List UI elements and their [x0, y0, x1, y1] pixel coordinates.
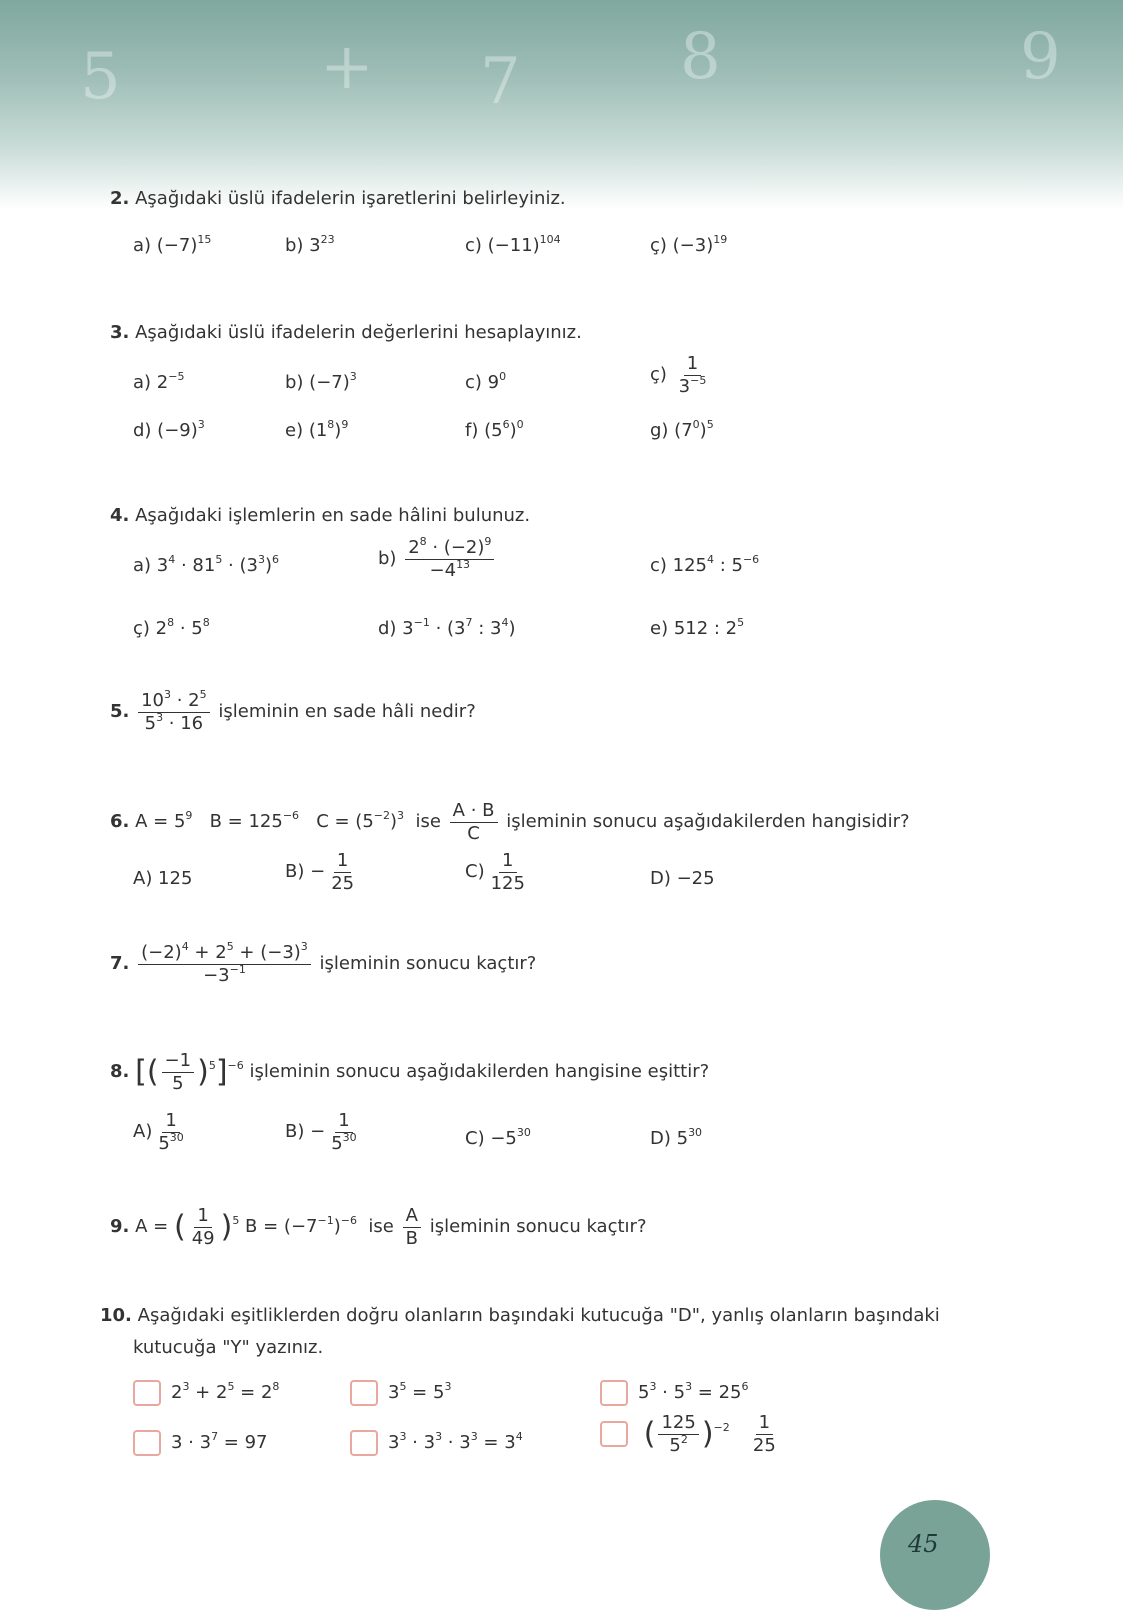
q4-item-d: d) $3^{-1} \cdot (3^7$ : $3^4$)	[378, 616, 516, 639]
decor-symbol: +	[320, 30, 374, 104]
answer-checkbox[interactable]	[350, 1380, 378, 1406]
q2-item-c: c) $(-11)^{104}$	[465, 233, 561, 256]
q10-item-3: $5^3 \cdot 5^3 = 25^6$	[600, 1380, 749, 1406]
question-9: 9. A = ( $\frac{1}{49}$ )$^5$ $B = (-7^{-1})^{-6}$ ise $\frac{A}{B}$ işleminin sonucu kaçtır?	[110, 1205, 647, 1249]
q6-option-c: C) $\frac{1}{125}$	[465, 850, 525, 894]
page-number: 45	[908, 1530, 939, 1558]
question-7: 7. $\frac{(-2)^4 + 2^5 + (-3)^3}{-3^{-1}}$ işleminin sonucu kaçtır?	[110, 940, 537, 986]
question-2-title: 2. Aşağıdaki üslü ifadelerin işaretlerini belirleyiniz.	[110, 188, 566, 209]
answer-checkbox[interactable]	[133, 1380, 161, 1406]
q10-item-5: $3^3 \cdot 3^3 \cdot 3^3 = 3^4$	[350, 1430, 523, 1456]
q8-option-b: B) − $\frac{1}{5^{30}}$	[285, 1110, 357, 1154]
question-4-title: 4. Aşağıdaki işlemlerin en sade hâlini bulunuz.	[110, 505, 531, 526]
q3-item-d: d) $(-9)^3$	[133, 418, 205, 441]
question-5: 5. $\frac{10^3 \cdot 2^5}{5^3 \cdot 16}$ işleminin en sade hâli nedir?	[110, 688, 476, 734]
q3-item-g: g) $(7^0)^5$	[650, 418, 714, 441]
q4-item-e: e) 512 : $2^5$	[650, 616, 745, 639]
q3-item-c: c) $9^0$	[465, 370, 507, 393]
q3-item-e: e) $(1^8)^9$	[285, 418, 349, 441]
decor-number: 5	[80, 40, 121, 114]
decor-number: 9	[1020, 20, 1061, 94]
q6-option-b: B) − $\frac{1}{25}$	[285, 850, 355, 894]
q3-item-f: f) $(5^6)^0$	[465, 418, 524, 441]
q2-item-cc: ç) $(-3)^{19}$	[650, 233, 728, 256]
q3-item-b: b) $(-7)^3$	[285, 370, 357, 393]
q3-item-a: a) $2^{-5}$	[133, 370, 185, 393]
question-10-title: 10. Aşağıdaki eşitliklerden doğru olanların başındaki kutucuğa "D", yanlış olanların başındaki	[100, 1305, 940, 1326]
question-6: 6. $A = 5^9$ $B = 125^{-6}$ $C = (5^{-2})^3$ ise $\frac{A \cdot B}{C}$ işleminin sonucu aşağıdakilerden hangisidir?	[110, 800, 910, 844]
header-band	[0, 0, 1123, 210]
q10-item-1: $2^3 + 2^5 = 2^8$	[133, 1380, 279, 1406]
decor-number: 7	[480, 45, 521, 119]
answer-checkbox[interactable]	[600, 1421, 628, 1447]
q2-item-b: b) $3^{23}$	[285, 233, 335, 256]
question-3-title: 3. Aşağıdaki üslü ifadelerin değerlerini hesaplayınız.	[110, 322, 582, 343]
answer-checkbox[interactable]	[133, 1430, 161, 1456]
q4-item-cc: ç) $2^8 \cdot 5^8$	[133, 616, 210, 639]
question-8: 8. [( $\frac{-1}{5}$ )$^5$]$^{-6}$ işleminin sonucu aşağıdakilerden hangisine eşittir?	[110, 1050, 710, 1094]
q8-option-a: A) $\frac{1}{5^{30}}$	[133, 1110, 184, 1154]
decor-number: 8	[680, 20, 721, 94]
q6-option-a: A) 125	[133, 868, 193, 889]
q8-option-c: $C) -5^{30}$	[465, 1126, 531, 1149]
answer-checkbox[interactable]	[350, 1430, 378, 1456]
q6-option-d: D) −25	[650, 868, 715, 889]
q4-item-c: c) $125^4$ : $5^{-6}$	[650, 553, 760, 576]
q10-item-6: ( $\frac{125}{5^2}$ )$^{-2}$ $\frac{1}{25}$	[600, 1412, 782, 1456]
question-10-title-line2: kutucuğa "Y" yazınız.	[133, 1337, 324, 1358]
q10-item-2: $3^5 = 5^3$	[350, 1380, 451, 1406]
q4-item-b: b) $\frac{2^8 \cdot (-2)^9}{-4^{13}}$	[378, 537, 497, 581]
q10-item-4: $3 \cdot 3^7 = 97$	[133, 1430, 268, 1456]
q3-item-cc: ç) $\frac{1}{3^{-5}}$	[650, 353, 707, 397]
q8-option-d: D) $5^{30}$	[650, 1126, 703, 1149]
answer-checkbox[interactable]	[600, 1380, 628, 1406]
q4-item-a: a) $3^4 \cdot 81^5 \cdot (3^3)^6$	[133, 553, 279, 576]
q2-item-a: a) $(-7)^{15}$	[133, 233, 212, 256]
